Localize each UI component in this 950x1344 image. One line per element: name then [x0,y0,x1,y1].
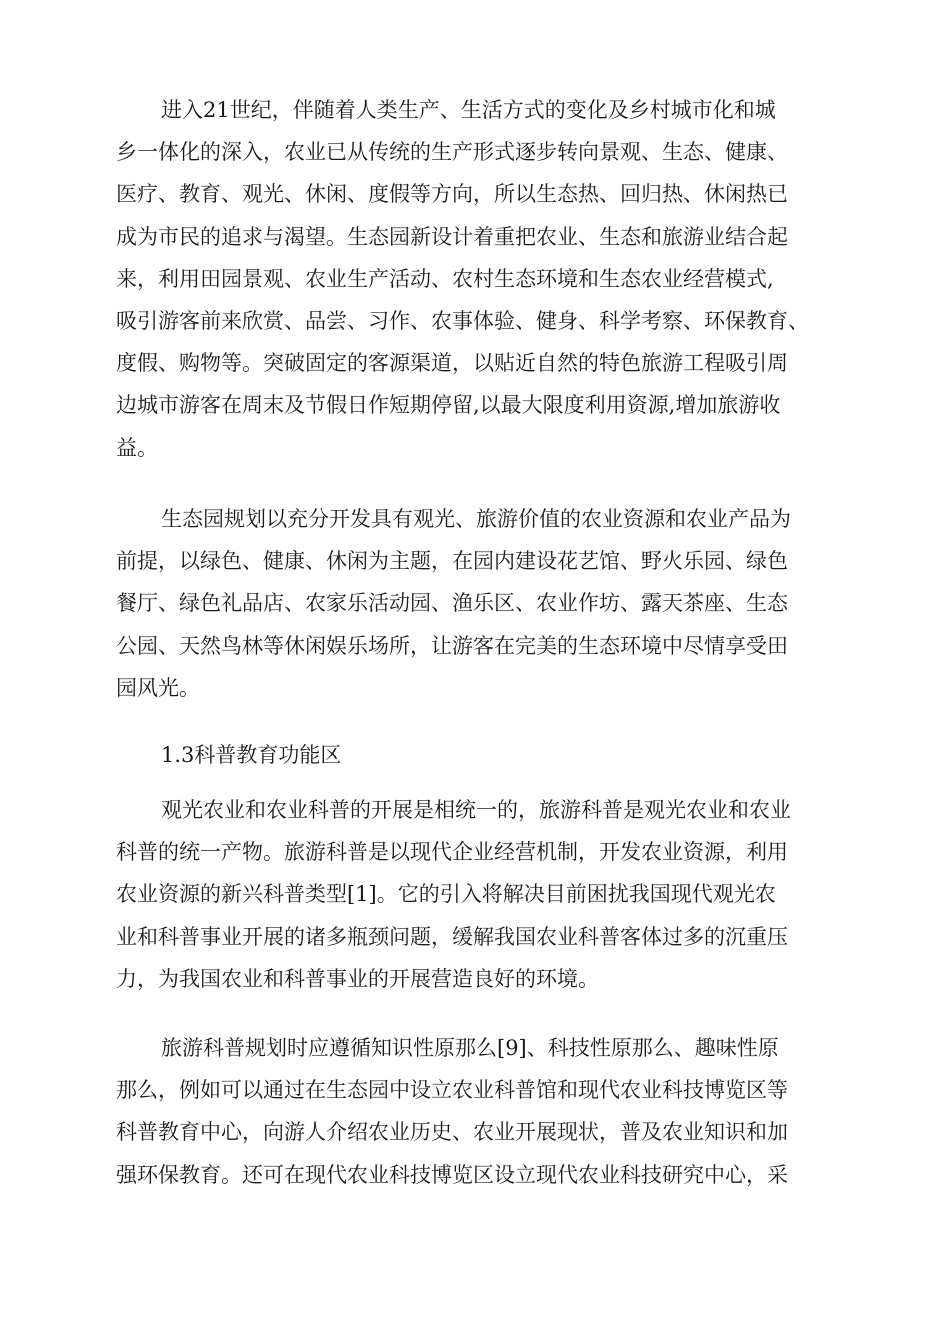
text-line: 医疗、教育、观光、休闲、度假等方向，所以生态热、回归热、休闲热已 [116,182,788,207]
text-line: 农业资源的新兴科普类型[1]。它的引入将解决目前困扰我国现代观光农 [116,882,776,907]
section-title: 1.3科普教育功能区 [161,743,342,767]
text-line: 力，为我国农业和科普事业的开展营造良好的环境。 [116,966,599,991]
text-line: 乡一体化的深入，农业已从传统的生产形式逐步转向景观、生态、健康、 [116,140,788,165]
text-line: 餐厅、绿色礼品店、农家乐活动园、渔乐区、农业作坊、露天茶座、生态 [116,591,788,616]
text-line: 来，利用田园景观、农业生产活动、农村生态环境和生态农业经营模式, [116,266,774,291]
paragraph-park-planning [116,498,836,709]
text-line: 成为市民的追求与渴望。生态园新设计着重把农业、生态和旅游业结合起 [116,224,788,249]
text-line: 园风光。 [116,675,200,700]
text-line: 强环保教育。还可在现代农业科技博览区设立现代农业科技研究中心，采 [116,1162,788,1187]
text-line: 吸引游客前来欣赏、品尝、习作、农事体验、健身、科学考察、环保教育、 [116,309,809,334]
paragraph-ecotourism-trend [116,89,836,469]
text-line: 益。 [116,435,158,460]
text-line: 前提，以绿色、健康、休闲为主题，在园内建设花艺馆、野火乐园、绿色 [116,549,788,574]
paragraph-tourism-science [116,789,836,1000]
text-line: 科普的统一产物。旅游科普是以现代企业经营机制，开发农业资源，利用 [116,840,788,865]
text-line: 观光农业和农业科普的开展是相统一的，旅游科普是观光农业和农业 [161,798,791,822]
text-line: 度假、购物等。突破固定的客源渠道，以贴近自然的特色旅游工程吸引周 [116,351,788,376]
text-line: 公园、天然鸟林等休闲娱乐场所，让游客在完美的生态环境中尽情享受田 [116,633,788,658]
paragraph-planning-principles [116,1027,836,1196]
text-line: 生态园规划以充分开发具有观光、旅游价值的农业资源和农业产品为 [161,507,791,531]
text-line: 那么，例如可以通过在生态园中设立农业科普馆和现代农业科技博览区等 [116,1078,788,1103]
section-heading [116,734,836,776]
text-line: 科普教育中心，向游人介绍农业历史、农业开展现状，普及农业知识和加 [116,1120,788,1145]
text-line: 边城市游客在周末及节假日作短期停留,以最大限度利用资源,增加旅游收 [116,393,781,418]
text-line: 旅游科普规划时应遵循知识性原那么[9]、科技性原那么、趣味性原 [161,1036,779,1060]
text-line: 进入21世纪，伴随着人类生产、生活方式的变化及乡村城市化和城 [161,98,776,122]
text-line: 业和科普事业开展的诸多瓶颈问题，缓解我国农业科普客体过多的沉重压 [116,924,788,949]
